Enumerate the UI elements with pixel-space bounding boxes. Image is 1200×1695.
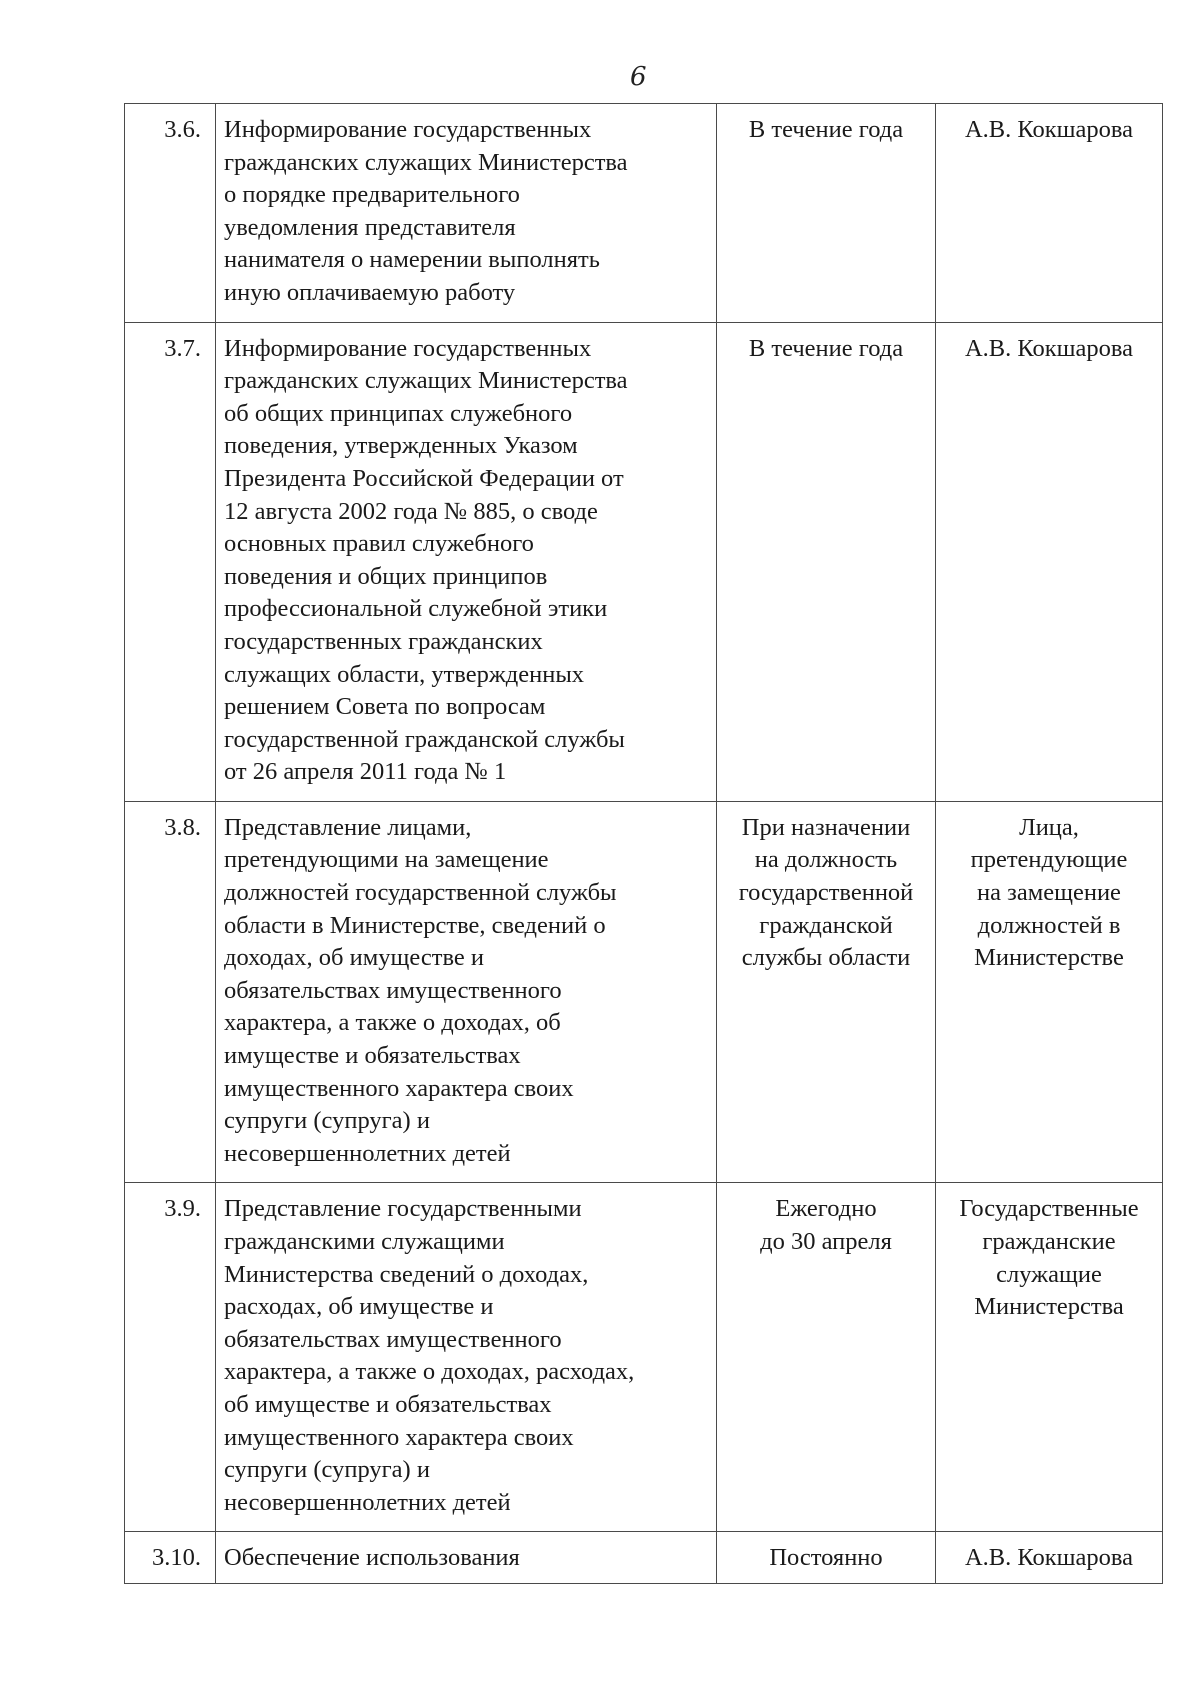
description-line: от 26 апреля 2011 года № 1 [224,758,507,786]
description-line: несовершеннолетних детей [224,1488,511,1516]
item-number-cell [125,322,216,801]
description-line: Представление государственными [224,1195,582,1223]
responsible-line: претендующие [970,846,1128,874]
description-line: должностей государственной службы [224,879,617,907]
description-line: Обеспечение использования [224,1544,520,1572]
item-deadline-cell [717,104,936,323]
item-responsible-cell [936,104,1163,323]
description-line: гражданскими служащими [224,1228,505,1255]
description-line: 12 августа 2002 года № 885, о своде [224,497,598,525]
item-deadline-cell [717,1183,936,1532]
description-line: служащих области, утвержденных [224,660,585,688]
description-line: решением Совета по вопросам [224,693,546,721]
responsible-line: служащие [996,1260,1102,1288]
item-responsible-cell [936,1183,1163,1532]
description-line: уведомления представителя [224,213,516,241]
item-deadline-cell [717,801,936,1183]
item-number: 3.8. [164,813,201,841]
description-line: об общих принципах служебного [224,399,573,427]
description-line: обязательствах имущественного [224,976,562,1004]
description-line: гражданских служащих Министерства [224,367,628,395]
item-description-cell [216,104,717,323]
description-line: гражданских служащих Министерства [224,148,628,176]
description-line: супруги (супруга) и [224,1456,430,1484]
description-line: доходах, об имуществе и [224,944,484,972]
item-number: 3.7. [164,334,201,362]
deadline-line: на должность [754,846,898,874]
description-line: основных правил служебного [224,530,534,558]
deadline-line: Постоянно [769,1544,883,1572]
table-row [125,1532,1163,1584]
responsible-line: А.В. Кокшарова [964,334,1134,362]
description-line: обязательствах имущественного [224,1325,562,1353]
page-number: 6 [630,62,647,92]
description-line: об имуществе и обязательствах [224,1390,552,1418]
description-line: профессиональной служебной этики [224,595,608,623]
description-line: государственных гражданских [224,627,543,655]
responsible-line: гражданские [982,1228,1116,1255]
description-line: иную оплачиваемую работу [224,278,516,306]
deadline-line: службы области [741,944,911,972]
item-number: 3.6. [164,116,201,143]
item-deadline-cell [717,322,936,801]
item-description-cell [216,1183,717,1532]
item-responsible-cell [936,801,1163,1183]
deadline-line: В течение года [748,334,904,362]
description-line: о порядке предварительного [224,181,520,209]
measures-table [124,103,1163,1584]
description-line: поведения и общих принципов [224,562,548,590]
responsible-line: Министерстве [974,944,1124,972]
description-line: Президента Российской Федерации от [224,464,624,492]
item-number-cell [125,1183,216,1532]
description-line: несовершеннолетних детей [224,1139,511,1167]
description-line: имуществе и обязательствах [224,1042,521,1070]
table-row [125,104,1163,323]
description-line: Информирование государственных [224,116,592,143]
item-responsible-cell [936,1532,1163,1584]
deadline-line: Ежегодно [775,1195,877,1223]
deadline-line: до 30 апреля [760,1228,892,1255]
item-responsible-cell [936,322,1163,801]
item-number-cell [125,801,216,1183]
table-row [125,1183,1163,1532]
responsible-line: на замещение [977,879,1121,907]
description-line: претендующими на замещение [224,846,549,874]
deadline-line: В течение года [748,116,904,143]
description-line: Министерства сведений о доходах, [224,1260,589,1288]
item-description-cell [216,1532,717,1584]
responsible-line: должностей в [977,911,1121,939]
description-line: государственной гражданской службы [224,725,625,753]
item-number: 3.10. [152,1544,201,1572]
responsible-line: Государственные [959,1195,1139,1223]
item-description-cell [216,801,717,1183]
deadline-line: государственной [738,879,914,907]
description-line: супруги (супруга) и [224,1107,430,1135]
description-line: имущественного характера своих [224,1423,574,1451]
description-line: расходах, об имуществе и [224,1293,494,1321]
responsible-line: А.В. Кокшарова [964,116,1134,143]
item-number: 3.9. [164,1195,201,1223]
description-line: характера, а также о доходах, расходах, [224,1358,635,1386]
table-row [125,801,1163,1183]
responsible-line: Министерства [974,1293,1124,1321]
description-line: Представление лицами, [224,813,472,841]
description-line: имущественного характера своих [224,1074,574,1102]
description-line: характера, а также о доходах, об [224,1009,561,1037]
description-line: поведения, утвержденных Указом [224,432,578,460]
description-line: области в Министерстве, сведений о [224,911,606,939]
description-line: Информирование государственных [224,334,592,362]
responsible-line: Лица, [1019,813,1079,841]
responsible-line: А.В. Кокшарова [964,1544,1134,1572]
item-number-cell [125,1532,216,1584]
item-number-cell [125,104,216,323]
item-description-cell [216,322,717,801]
table-row [125,322,1163,801]
item-deadline-cell [717,1532,936,1584]
description-line: нанимателя о намерении выполнять [224,246,600,274]
deadline-line: При назначении [741,813,911,841]
deadline-line: гражданской [759,911,893,939]
